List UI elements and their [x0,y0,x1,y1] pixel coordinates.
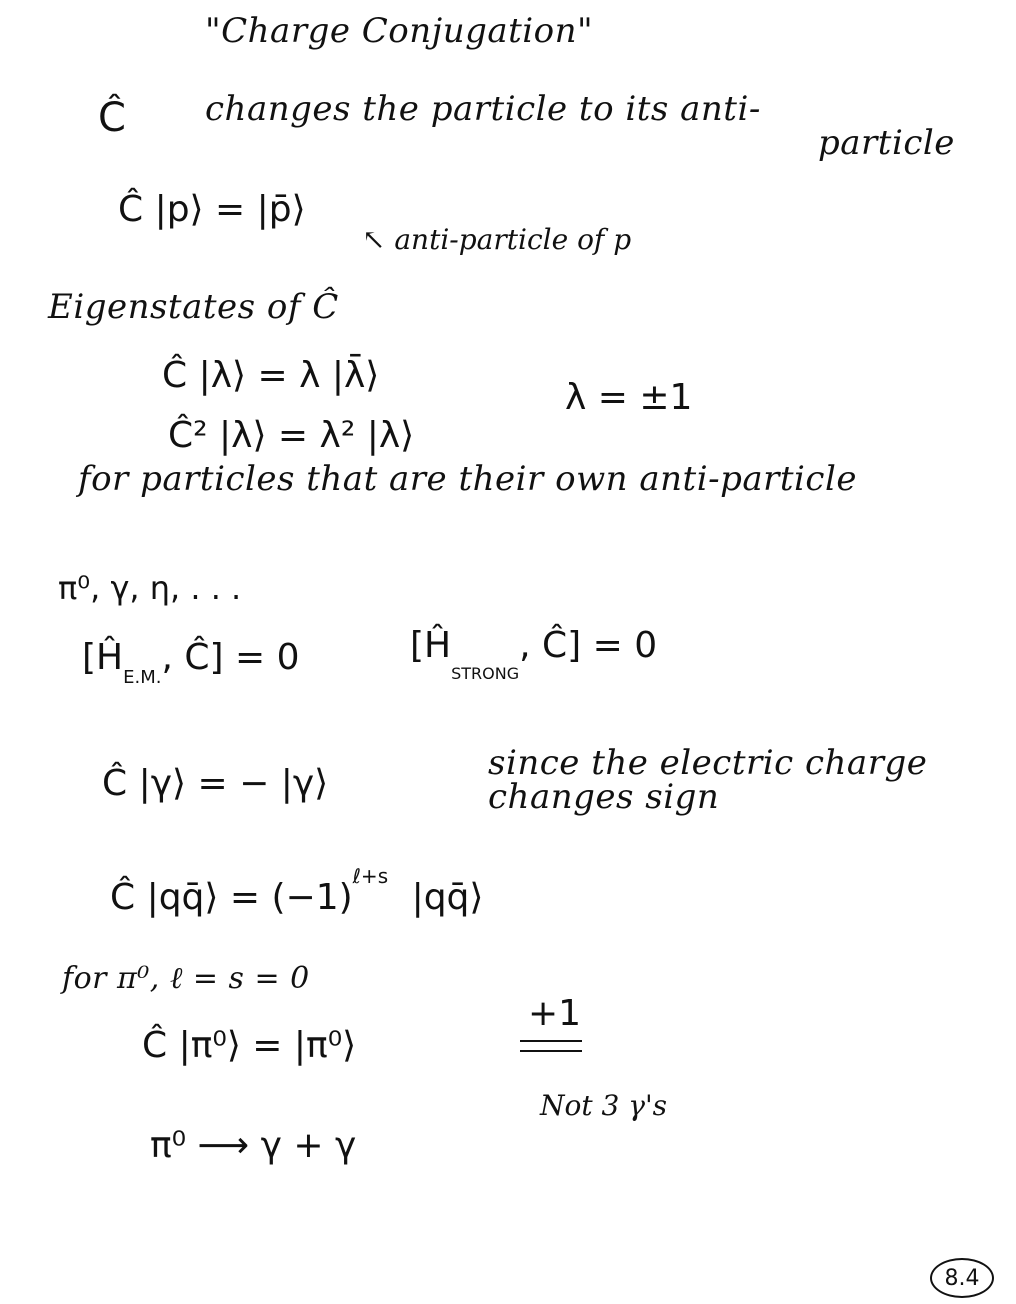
particle-examples: π⁰, γ, η, . . . [58,569,242,607]
anti-particle-note: ↖ anti-particle of p [362,223,632,256]
eigen-equation-2: Ĉ² |λ⟩ = λ² |λ⟩ [168,415,415,456]
c-operator: Ĉ [98,95,126,141]
em-commutator [82,637,300,688]
pion-eigenvalue: +1 [528,993,582,1034]
photon-note-line2: changes sign [488,777,720,817]
pion-decay: π⁰ ⟶ γ + γ [150,1125,357,1166]
em-commutator-left: [Ĥ [82,637,124,678]
eigenvalue-result: λ = ±1 [565,377,693,418]
em-subscript: E.M. [123,667,162,688]
intro-text-line1: changes the particle to its anti- [205,89,761,129]
example-equation: Ĉ |p⟩ = |p̄⟩ [118,189,306,230]
intro-text-line2: particle [818,123,955,163]
page-number: 8.4 [930,1258,994,1298]
qqbar-right: |qq̄⟩ [411,877,484,918]
eigenstates-heading: Eigenstates of Ĉ [48,287,339,327]
em-commutator-right: , Ĉ] = 0 [161,637,300,678]
page-title: "Charge Conjugation" [205,11,594,51]
own-antiparticle-condition: for particles that are their own anti-particle [78,459,857,499]
qqbar-equation [110,866,483,916]
photon-note-line1: since the electric charge [488,743,928,783]
eigen-equation-1: Ĉ |λ⟩ = λ |λ̄⟩ [162,355,380,396]
qqbar-left: Ĉ |qq̄⟩ = (−1) [110,877,353,918]
pion-condition: for π⁰, ℓ = s = 0 [62,961,310,996]
decay-note: Not 3 γ's [540,1089,668,1122]
eigenvalue-underline-2 [520,1050,582,1052]
eigenvalue-underline-1 [520,1040,582,1042]
strong-commutator-left: [Ĥ [410,625,452,666]
pion-equation: Ĉ |π⁰⟩ = |π⁰⟩ [142,1025,357,1066]
strong-commutator [410,625,658,683]
qqbar-exponent: ℓ+s [352,864,389,888]
photon-equation: Ĉ |γ⟩ = − |γ⟩ [102,763,329,804]
strong-commutator-right: , Ĉ] = 0 [519,625,658,666]
strong-subscript: STRONG [451,664,520,683]
